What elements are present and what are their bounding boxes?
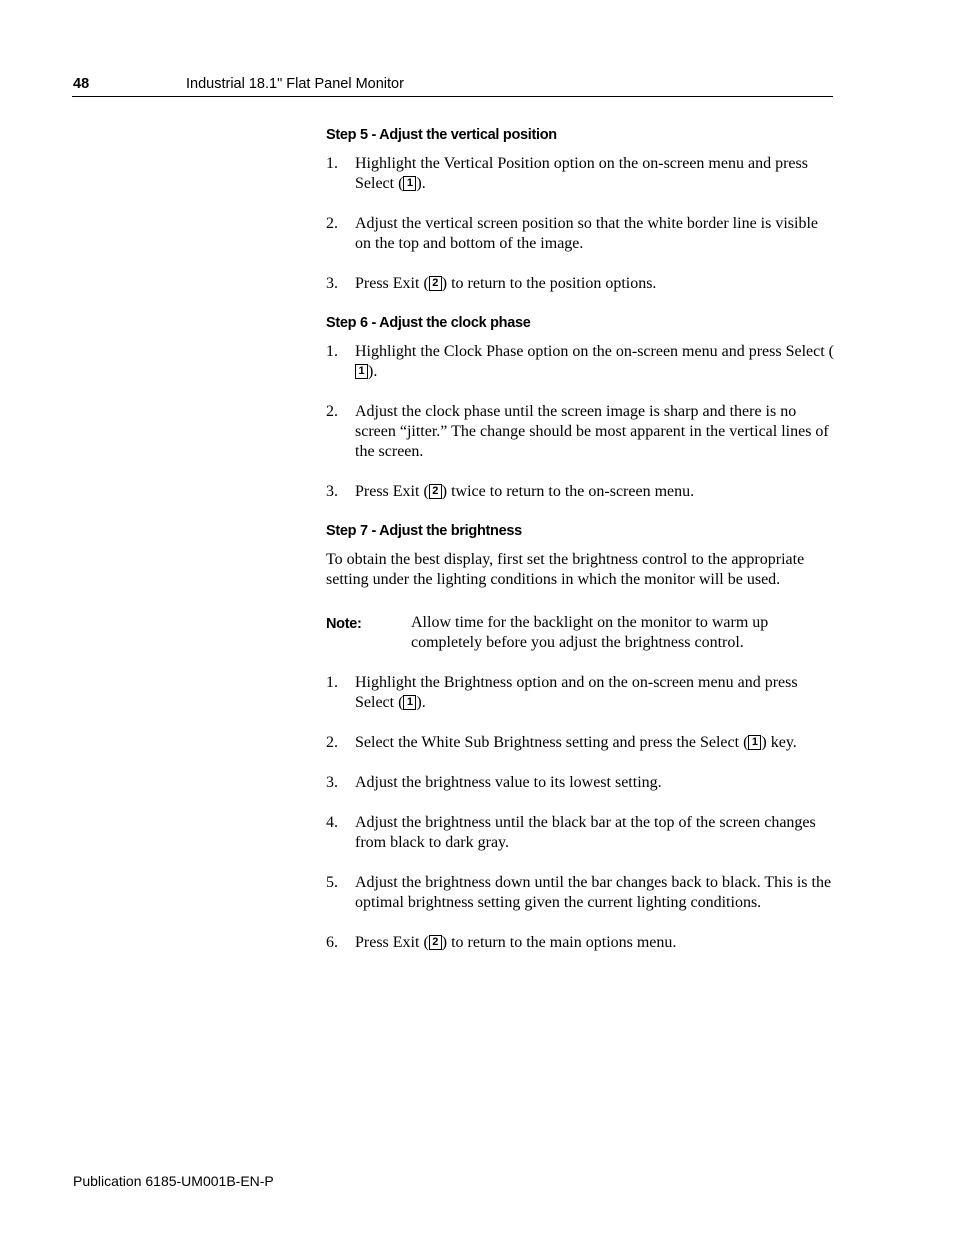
exit-key-icon: 2: [429, 935, 442, 950]
step-6-section: [326, 314, 836, 502]
list-item: 3. Press Exit ( 2 ) to return to the position options.: [326, 275, 657, 292]
step-7-section: [326, 522, 836, 953]
step-5-list: [326, 154, 836, 294]
step-7-list: [326, 673, 836, 953]
list-item: 1. Highlight the Clock Phase option on the on-screen menu and press Select (1 ).: [326, 343, 835, 380]
page-content: [326, 126, 836, 953]
list-item: 5. Adjust the brightness down until the bar changes back to black. This is the optimal brightness setting given the current lighting conditions.: [326, 874, 832, 911]
select-key-icon: 1: [403, 176, 416, 191]
exit-key-icon: 2: [429, 484, 442, 499]
list-item: 3. Press Exit ( 2 ) twice to return to the on-screen menu.: [326, 483, 695, 500]
list-item: 2. Adjust the clock phase until the screen image is sharp and there is no screen “jitter.” The change should be most apparent in the vertical lines of the screen.: [326, 403, 829, 460]
list-item: 3. Adjust the brightness value to its lowest setting.: [326, 774, 662, 791]
select-key-icon: 1: [355, 364, 368, 379]
document-title: Industrial 18.1" Flat Panel Monitor: [186, 76, 404, 92]
select-key-icon: 1: [748, 735, 761, 750]
page-number: 48: [73, 76, 90, 92]
publication-footer: Publication 6185-UM001B-EN-P: [73, 1173, 274, 1189]
step-6-heading: Step 6 - Adjust the clock phase: [326, 315, 531, 331]
list-item: 6. Press Exit ( 2 ) to return to the main options menu.: [326, 934, 677, 951]
note-block: [326, 613, 836, 653]
list-item: 1. Highlight the Vertical Position option on the on-screen menu and press Select ( 1 ).: [326, 155, 808, 192]
page-header: [72, 76, 833, 97]
exit-key-icon: 2: [429, 276, 442, 291]
step-7-heading: Step 7 - Adjust the brightness: [326, 523, 522, 539]
select-key-icon: 1: [403, 695, 416, 710]
step-5-heading: Step 5 - Adjust the vertical position: [326, 127, 557, 143]
note-text: Allow time for the backlight on the monitor to warm up completely before you adjust the brightness control.: [411, 614, 769, 651]
list-item: 1. Highlight the Brightness option and on the on-screen menu and press Select ( 1 ).: [326, 674, 798, 711]
step-6-list: [326, 342, 836, 502]
list-item: 4. Adjust the brightness until the black bar at the top of the screen changes from black to dark gray.: [326, 814, 816, 851]
step-7-intro: To obtain the best display, first set the brightness control to the appropriate setting under the lighting conditions in which the monitor will be used.: [326, 551, 805, 588]
step-5-section: [326, 126, 836, 294]
note-label: Note:: [326, 616, 362, 632]
list-item: 2. Adjust the vertical screen position so that the white border line is visible on the top and bottom of the image.: [326, 215, 819, 252]
list-item: 2. Select the White Sub Brightness setting and press the Select ( 1 ) key.: [326, 734, 797, 751]
